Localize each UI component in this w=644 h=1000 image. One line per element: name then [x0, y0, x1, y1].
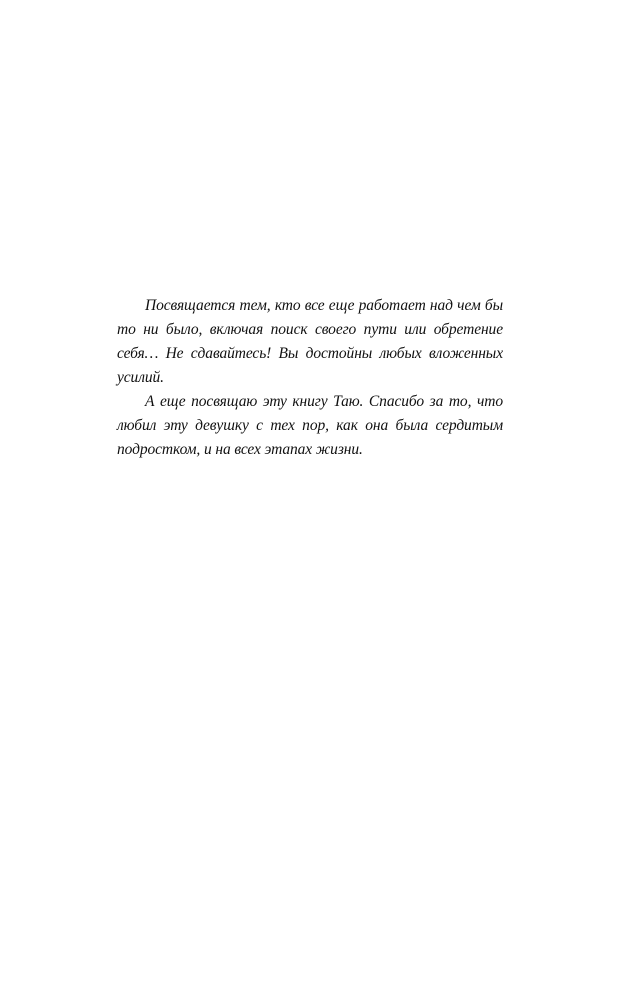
dedication-paragraph-1: Посвящается тем, кто все еще работает над чем бы то ни было, включая поиск своего пути или обретение себя… Не сдавайтесь! Вы достойны любых вложенных усилий. [117, 297, 503, 386]
dedication-paragraph-2: А еще посвящаю эту книгу Таю. Спасибо за то, что любил эту девушку с тех пор, как она была сердитым подростком, и на всех этапах жизни. [117, 393, 503, 458]
dedication-block [117, 294, 503, 462]
